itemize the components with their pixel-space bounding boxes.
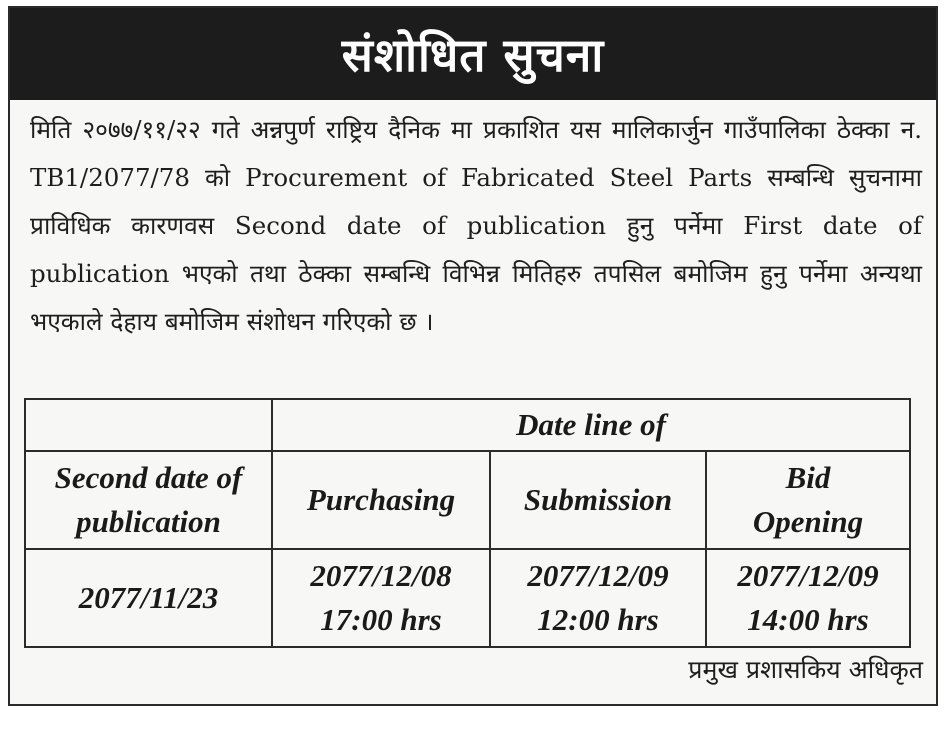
header-submission — [490, 451, 706, 549]
cell-submission — [490, 549, 706, 647]
cell-line: 2077/12/08 — [310, 558, 452, 593]
cell-line: 2077/12/09 — [737, 558, 879, 593]
date-schedule-table — [24, 398, 911, 648]
cell-line: 17:00 hrs — [320, 602, 442, 637]
table-group-header-row — [25, 399, 910, 451]
notice-header — [10, 8, 936, 100]
signature-designation: प्रमुख प्रशासकिय अधिकृत — [688, 655, 923, 684]
header-line: Purchasing — [306, 482, 456, 517]
header-line: publication — [76, 504, 221, 539]
header-line: Opening — [752, 504, 864, 539]
date-line-of-header: Date line of — [272, 399, 910, 451]
table-header-row — [25, 451, 910, 549]
header-bid-opening — [706, 451, 910, 549]
header-line: Bid — [785, 460, 831, 495]
cell-line: 14:00 hrs — [747, 602, 869, 637]
table-row — [25, 549, 910, 647]
header-line: Second date of — [54, 460, 243, 495]
notice-title: संशोधित सुचना — [341, 28, 605, 82]
cell-line: 12:00 hrs — [537, 602, 659, 637]
cell-line: 2077/12/09 — [527, 558, 669, 593]
notice-body: मिति २०७७/११/२२ गते अन्नपुर्ण राष्ट्रिय दैनिक मा प्रकाशित यस मालिकार्जुन गाउँपालिका ठेक्का न. TB1/2077/78 को Procurement of Fabricated Steel Parts सम्बन्धि सुचनामा प्राविधिक कारणवस Second date of publication हुनु पर्नेमा First date of publication भएको तथा ठेक्का सम्बन्धि विभिन्न मितिहरु तपसिल बमोजिम हुनु पर्नेमा अन्यथा भएकाले देहाय बमोजिम संशोधन गरिएको छ । — [30, 115, 922, 336]
cell-second-date-of-publication — [25, 549, 272, 647]
header-second-date-of-publication — [25, 451, 272, 549]
cell-line: 2077/11/23 — [78, 580, 219, 615]
cell-purchasing — [272, 549, 490, 647]
header-line: Submission — [523, 482, 673, 517]
header-purchasing — [272, 451, 490, 549]
cell-bid-opening — [706, 549, 910, 647]
